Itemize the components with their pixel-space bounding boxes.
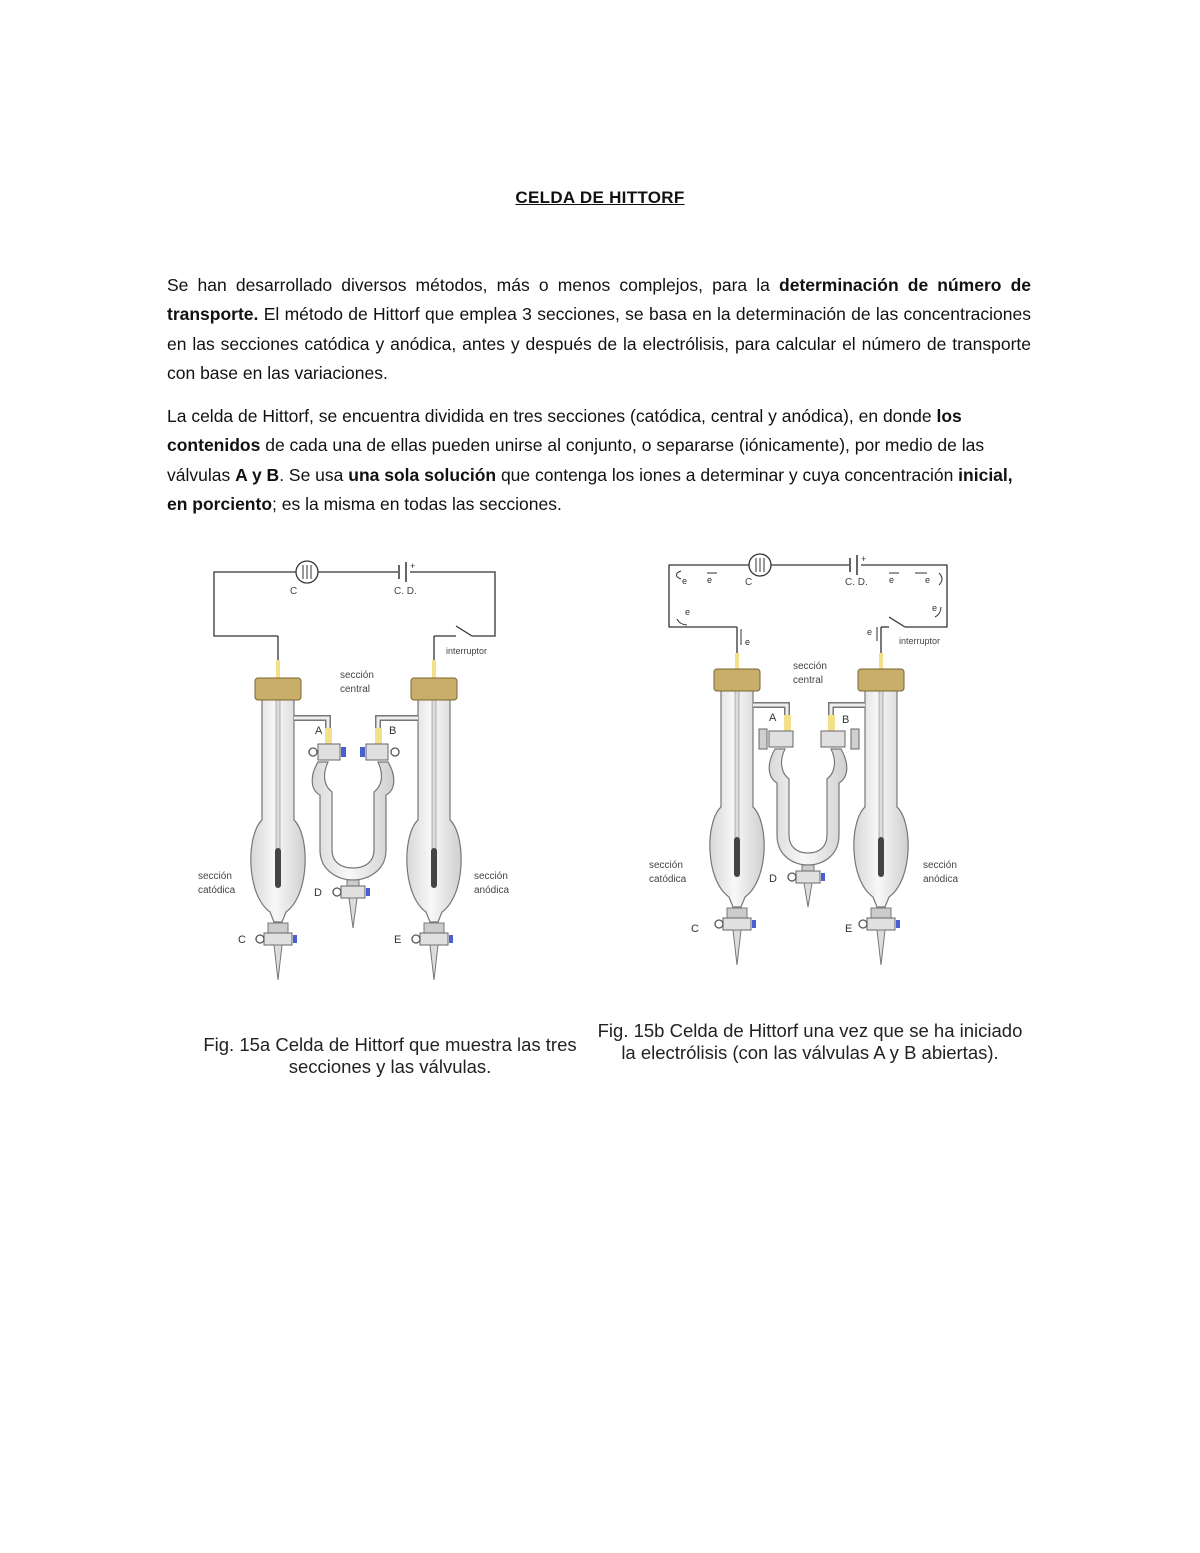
text-run: que contenga los iones a determinar y cuya concentración	[496, 464, 959, 485]
label-anodica-1: sección	[474, 871, 508, 882]
figure-15b-caption: Fig. 15b Celda de Hittorf una vez que se ha iniciado la electrólisis (con las válvulas A y B abiertas).	[597, 1020, 1023, 1063]
svg-text:e: e	[925, 575, 931, 585]
text-run: ; es la misma en todas las secciones.	[272, 493, 562, 514]
label-valve-a: A	[769, 712, 777, 724]
ammeter-icon	[749, 554, 771, 576]
label-valve-d: D	[314, 887, 322, 899]
label-catodica-1: sección	[649, 860, 683, 871]
label-interruptor: interruptor	[446, 646, 488, 656]
label-valve-d: D	[769, 873, 777, 885]
label-valve-c: C	[691, 923, 699, 935]
label-seccion-central-2: central	[793, 675, 824, 686]
text-run: El método de Hittorf que emplea 3 secciones, se basa en la determinación de las concentraciones en las secciones catódica y anódica, antes y después de la electrólisis, para calcular el número de transporte con base en las variaciones.	[167, 304, 1031, 383]
anodic-section	[854, 669, 908, 965]
svg-text:+: +	[410, 561, 416, 571]
bold-text-run: A y B	[235, 464, 280, 485]
label-anodica-1: sección	[923, 860, 957, 871]
bold-text-run: una sola solución	[348, 464, 497, 485]
text-run: Se han desarrollado diversos métodos, más o menos complejos, para la	[167, 275, 780, 295]
label-anodica-2: anódica	[474, 885, 510, 896]
figure-15a-diagram	[190, 550, 530, 990]
circuit-wire	[214, 572, 495, 636]
label-cd: C. D.	[394, 586, 417, 597]
label-seccion-central-1: sección	[793, 661, 827, 672]
label-catodica-2: catódica	[198, 885, 236, 896]
cathodic-section	[710, 669, 764, 965]
svg-text:e: e	[889, 575, 895, 585]
label-valve-a: A	[315, 725, 323, 737]
figure-15a-caption: Fig. 15a Celda de Hittorf que muestra las tres secciones y las válvulas.	[203, 1034, 577, 1077]
bold-text-run: inicial, en porciento	[167, 464, 1013, 514]
label-valve-e: E	[845, 923, 853, 935]
ammeter-icon	[296, 561, 318, 583]
page-title: CELDA DE HITTORF	[515, 188, 685, 207]
label-c-meter: C	[745, 577, 753, 588]
label-catodica-1: sección	[198, 871, 232, 882]
paragraph-cell-description	[167, 402, 1031, 519]
svg-text:e: e	[867, 627, 873, 637]
anodic-section	[407, 678, 461, 980]
text-run: . Se usa	[279, 464, 349, 485]
label-valve-e: E	[394, 934, 402, 946]
label-c-meter: C	[290, 586, 298, 597]
label-seccion-central-2: central	[340, 684, 371, 695]
central-section	[294, 718, 418, 928]
text-run: La celda de Hittorf, se encuentra dividida en tres secciones (catódica, central y anódica), en donde	[167, 406, 937, 426]
bold-text-run: determinación de número de transporte.	[167, 275, 1032, 325]
cathodic-section	[251, 678, 305, 980]
svg-text:e: e	[932, 603, 938, 613]
svg-text:e: e	[685, 607, 691, 617]
bold-text-run: los contenidos	[167, 406, 962, 456]
label-valve-b: B	[389, 725, 397, 737]
label-interruptor: interruptor	[899, 636, 941, 646]
text-run: de cada una de ellas pueden unirse al conjunto, o separarse (iónicamente), por medio de las válvulas	[167, 435, 985, 485]
svg-text:e: e	[682, 576, 688, 586]
label-catodica-2: catódica	[649, 874, 687, 885]
paragraph-intro	[167, 271, 1031, 388]
svg-text:e: e	[745, 637, 751, 647]
label-valve-b: B	[842, 714, 850, 726]
figure-15b-diagram	[645, 545, 985, 975]
svg-text:e: e	[707, 575, 713, 585]
label-seccion-central-1: sección	[340, 670, 374, 681]
label-cd: C. D.	[845, 577, 868, 588]
svg-text:+: +	[861, 554, 867, 564]
label-valve-c: C	[238, 934, 246, 946]
label-anodica-2: anódica	[923, 874, 959, 885]
